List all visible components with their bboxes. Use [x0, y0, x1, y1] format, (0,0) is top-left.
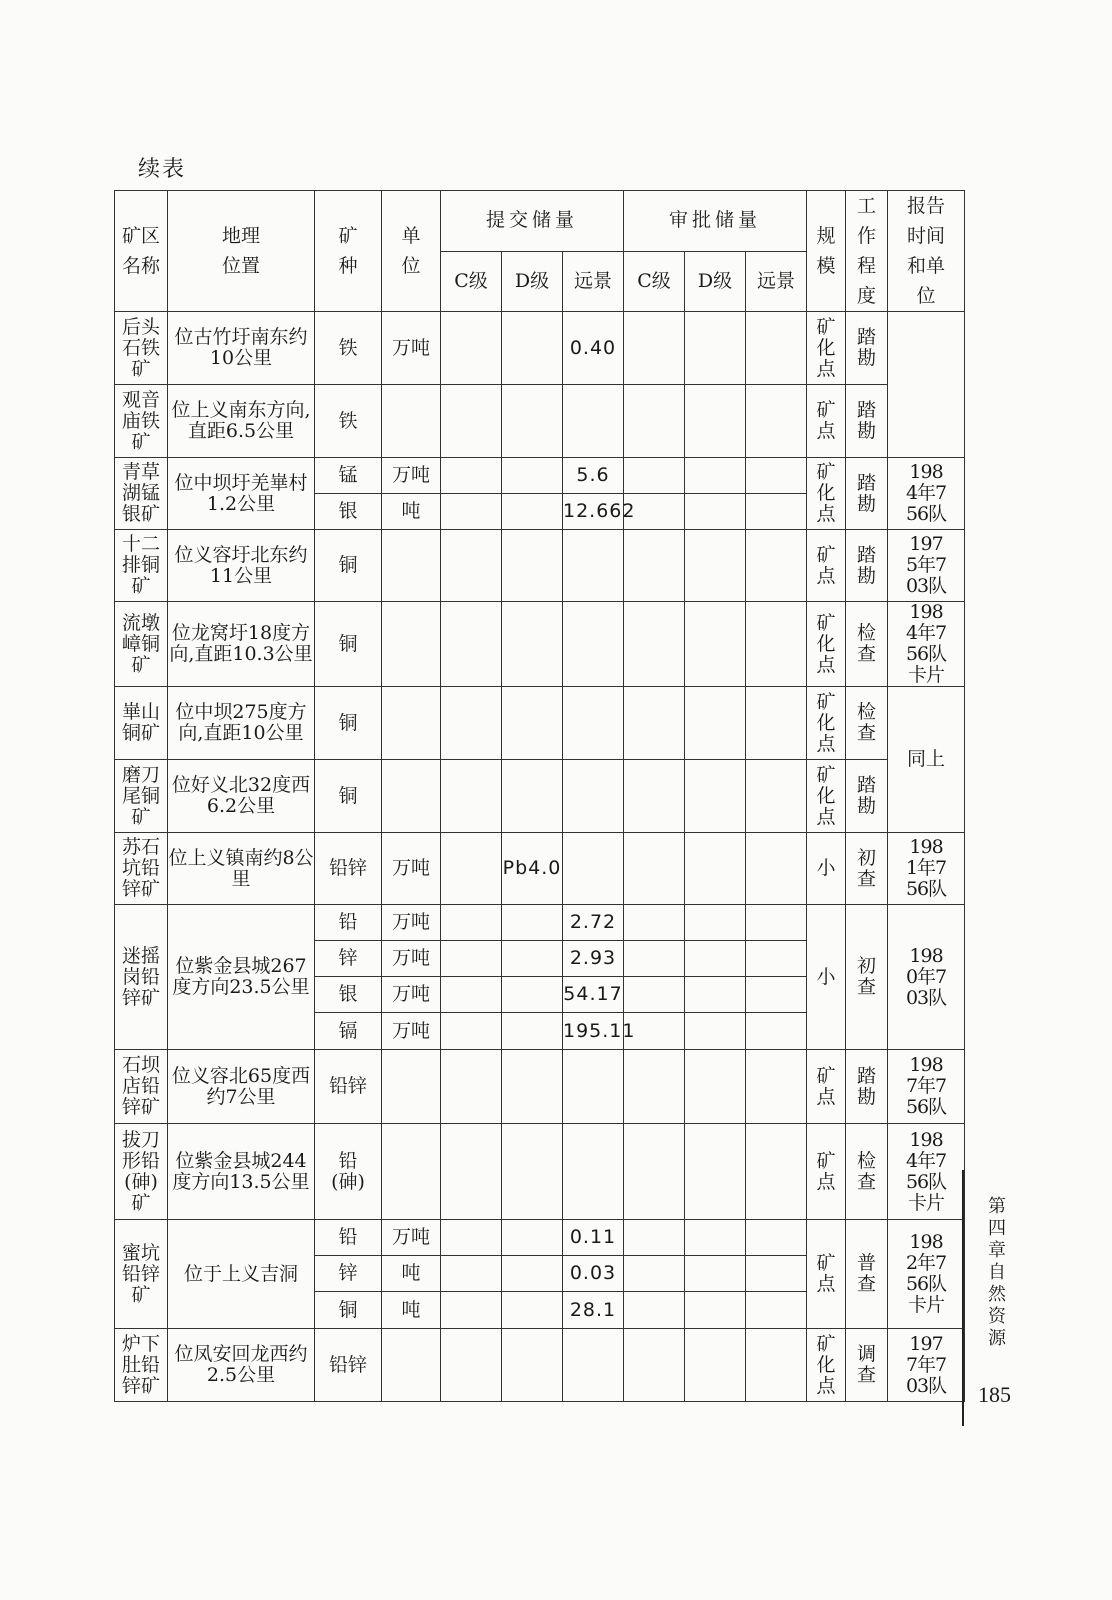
header-submitted-reserves: 提交储量	[441, 191, 624, 252]
mine-name: 苏石坑铅锌矿	[115, 833, 168, 905]
mine-name: 迷摇岗铅锌矿	[115, 905, 168, 1050]
header-approved-reserves: 审批储量	[624, 191, 807, 252]
mineral-table	[114, 190, 965, 1402]
location: 位紫金县城267度方向23.5公里	[168, 905, 315, 1050]
mineral: 铜	[315, 602, 382, 687]
report: 1980年703队	[888, 905, 965, 1050]
mine-name: 崋山铜矿	[115, 687, 168, 760]
mineral: 银	[315, 977, 382, 1013]
work-degree: 检查	[846, 687, 888, 760]
prospect-value: 12.662	[563, 494, 624, 530]
header-c-level: C级	[441, 251, 502, 312]
table-row	[115, 1329, 965, 1402]
mine-name: 石坝店铅锌矿	[115, 1050, 168, 1124]
header-mineral: 矿种	[315, 191, 382, 312]
scale: 小	[807, 833, 846, 905]
header-scale: 规模	[807, 191, 846, 312]
side-rule	[962, 1170, 964, 1426]
table-row	[115, 687, 965, 760]
header-report: 报告时间和单位	[888, 191, 965, 312]
mine-name: 炉下肚铅锌矿	[115, 1329, 168, 1402]
prospect-value: 2.72	[563, 905, 624, 941]
report	[888, 312, 965, 458]
mineral: 铜	[315, 687, 382, 760]
header-c-level: C级	[624, 251, 685, 312]
work-degree: 踏勘	[846, 760, 888, 833]
mine-name: 观音庙铁矿	[115, 385, 168, 458]
mineral: 银	[315, 494, 382, 530]
header-d-level: D级	[685, 251, 746, 312]
work-degree: 初查	[846, 833, 888, 905]
report: 1975年703队	[888, 530, 965, 602]
scale: 矿点	[807, 385, 846, 458]
table-row	[115, 458, 965, 494]
mineral: 铅锌	[315, 1329, 382, 1402]
mine-name: 十二排铜矿	[115, 530, 168, 602]
location: 位古竹圩南东约10公里	[168, 312, 315, 385]
header-name: 矿区名称	[115, 191, 168, 312]
scale: 小	[807, 905, 846, 1050]
header-work-degree: 工作程度	[846, 191, 888, 312]
table-row	[115, 602, 965, 687]
scale: 矿化点	[807, 458, 846, 530]
d-level-value: Pb4.0	[502, 833, 563, 905]
location: 位紫金县城244度方向13.5公里	[168, 1124, 315, 1220]
work-degree: 踏勘	[846, 385, 888, 458]
scale: 矿化点	[807, 760, 846, 833]
mineral: 铜	[315, 760, 382, 833]
prospect-value: 0.03	[563, 1256, 624, 1292]
unit: 万吨	[382, 1220, 441, 1256]
mineral: 铁	[315, 385, 382, 458]
scale: 矿化点	[807, 687, 846, 760]
header-prospect: 远景	[563, 251, 624, 312]
prospect-value: 28.1	[563, 1292, 624, 1329]
scale: 矿点	[807, 1050, 846, 1124]
work-degree: 踏勘	[846, 530, 888, 602]
table-row	[115, 530, 965, 602]
table-row	[115, 1124, 965, 1220]
mineral: 锌	[315, 1256, 382, 1292]
work-degree: 调查	[846, 1329, 888, 1402]
mineral: 铁	[315, 312, 382, 385]
unit: 万吨	[382, 458, 441, 494]
unit: 万吨	[382, 941, 441, 977]
table-row	[115, 312, 965, 385]
table-row	[115, 385, 965, 458]
mine-name: 青草湖锰银矿	[115, 458, 168, 530]
scale: 矿点	[807, 1220, 846, 1329]
table-row	[115, 760, 965, 833]
mineral: 铅锌	[315, 1050, 382, 1124]
scale: 矿化点	[807, 1329, 846, 1402]
scale: 矿点	[807, 530, 846, 602]
scale: 矿化点	[807, 312, 846, 385]
mineral: 铜	[315, 530, 382, 602]
prospect-value: 54.17	[563, 977, 624, 1013]
mine-name: 拔刀形铅(砷)矿	[115, 1124, 168, 1220]
location: 位义容圩北东约11公里	[168, 530, 315, 602]
unit: 万吨	[382, 312, 441, 385]
header-location: 地理位置	[168, 191, 315, 312]
report: 1984年756队卡片	[888, 1124, 965, 1220]
unit: 吨	[382, 1256, 441, 1292]
work-degree: 踏勘	[846, 1050, 888, 1124]
prospect-value: 195.11	[563, 1013, 624, 1050]
mine-name: 蜜坑铅锌矿	[115, 1220, 168, 1329]
table-row	[115, 905, 965, 941]
table-row	[115, 1220, 965, 1256]
location: 位义容北65度西约7公里	[168, 1050, 315, 1124]
prospect-value: 5.6	[563, 458, 624, 494]
work-degree: 检查	[846, 1124, 888, 1220]
mineral: 锰	[315, 458, 382, 494]
location: 位凤安回龙西约2.5公里	[168, 1329, 315, 1402]
location: 位中坝圩羌崋村1.2公里	[168, 458, 315, 530]
location: 位龙窝圩18度方向,直距10.3公里	[168, 602, 315, 687]
location: 位好义北32度西6.2公里	[168, 760, 315, 833]
report: 1987年756队	[888, 1050, 965, 1124]
prospect-value: 0.11	[563, 1220, 624, 1256]
header-unit: 单位	[382, 191, 441, 312]
work-degree: 踏勘	[846, 312, 888, 385]
mineral: 铅	[315, 905, 382, 941]
report: 同上	[888, 687, 965, 833]
mine-name: 流墩嶂铜矿	[115, 602, 168, 687]
location: 位于上义吉洞	[168, 1220, 315, 1329]
mine-name: 后头石铁矿	[115, 312, 168, 385]
chapter-label: 第四章 自然资源	[988, 1196, 1006, 1349]
report: 1982年756队卡片	[888, 1220, 965, 1329]
mineral: 铅	[315, 1220, 382, 1256]
unit: 吨	[382, 494, 441, 530]
scale: 矿点	[807, 1124, 846, 1220]
header-d-level: D级	[502, 251, 563, 312]
mineral: 镉	[315, 1013, 382, 1050]
mine-name: 磨刀尾铜矿	[115, 760, 168, 833]
mineral: 铅(砷)	[315, 1124, 382, 1220]
prospect-value: 2.93	[563, 941, 624, 977]
report: 1977年703队	[888, 1329, 965, 1402]
report: 1981年756队	[888, 833, 965, 905]
table-row	[115, 833, 965, 905]
mineral: 铜	[315, 1292, 382, 1329]
unit: 吨	[382, 1292, 441, 1329]
mineral: 铅锌	[315, 833, 382, 905]
unit: 万吨	[382, 977, 441, 1013]
table-caption: 续表	[138, 157, 187, 182]
unit: 万吨	[382, 833, 441, 905]
work-degree: 初查	[846, 905, 888, 1050]
prospect-value: 0.40	[563, 312, 624, 385]
unit: 万吨	[382, 1013, 441, 1050]
unit: 万吨	[382, 905, 441, 941]
work-degree: 普查	[846, 1220, 888, 1329]
report: 1984年756队卡片	[888, 602, 965, 687]
report: 1984年756队	[888, 458, 965, 530]
work-degree: 踏勘	[846, 458, 888, 530]
location: 位上义南东方向,直距6.5公里	[168, 385, 315, 458]
page-number: 185	[978, 1382, 1011, 1407]
location: 位中坝275度方向,直距10公里	[168, 687, 315, 760]
work-degree: 检查	[846, 602, 888, 687]
scale: 矿化点	[807, 602, 846, 687]
header-prospect: 远景	[746, 251, 807, 312]
table-row	[115, 1050, 965, 1124]
mineral: 锌	[315, 941, 382, 977]
location: 位上义镇南约8公里	[168, 833, 315, 905]
